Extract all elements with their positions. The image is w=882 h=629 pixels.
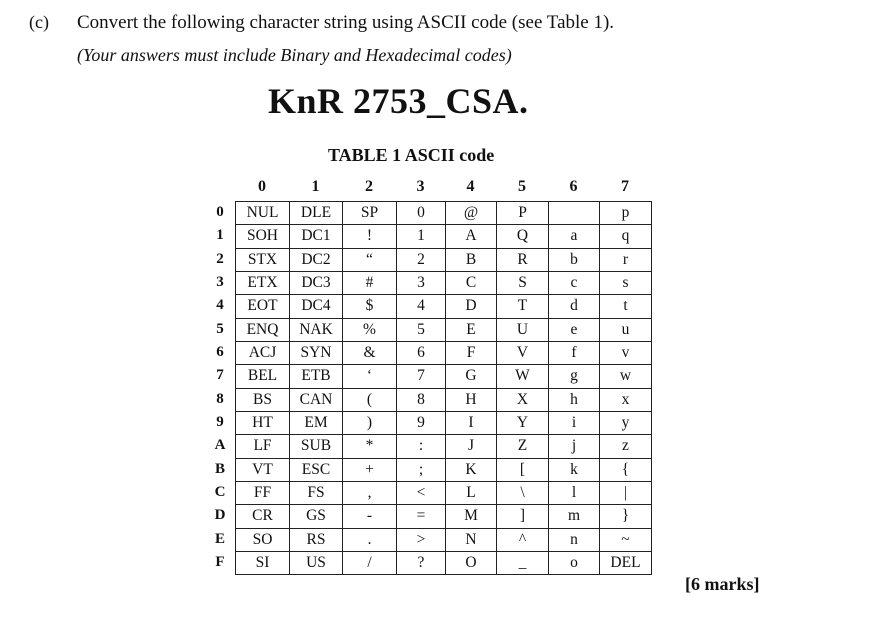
table-cell: VT xyxy=(236,458,290,481)
row-header: 5 xyxy=(216,320,224,337)
table-cell: DEL xyxy=(600,551,652,574)
table-row xyxy=(236,225,652,248)
table-cell: K xyxy=(446,458,497,481)
table-cell: l xyxy=(549,481,600,504)
table-cell: FF xyxy=(236,481,290,504)
ascii-table xyxy=(235,201,652,575)
marks-label: [6 marks] xyxy=(685,574,760,594)
table-cell: T xyxy=(497,295,549,318)
table-row xyxy=(236,528,652,551)
table-cell: @ xyxy=(446,202,497,225)
column-header: 6 xyxy=(569,178,578,195)
table-cell: SUB xyxy=(290,435,343,458)
table-cell: BS xyxy=(236,388,290,411)
column-header: 5 xyxy=(518,178,526,195)
table-cell: - xyxy=(343,505,397,528)
table-row xyxy=(236,365,652,388)
table-row xyxy=(236,318,652,341)
table-cell: O xyxy=(446,551,497,574)
table-cell: SOH xyxy=(236,225,290,248)
table-cell: n xyxy=(549,528,600,551)
table-cell: ETX xyxy=(236,271,290,294)
row-header: B xyxy=(214,460,225,477)
table-row xyxy=(236,458,652,481)
table-cell: Y xyxy=(497,411,549,434)
table-cell: Z xyxy=(497,435,549,458)
table-cell: A xyxy=(446,225,497,248)
table-cell: STX xyxy=(236,248,290,271)
table-cell: D xyxy=(446,295,497,318)
table-cell: US xyxy=(290,551,343,574)
table-cell: L xyxy=(446,481,497,504)
column-headers xyxy=(235,178,651,200)
table-row xyxy=(236,295,652,318)
table-cell: SYN xyxy=(290,341,343,364)
table-cell: CR xyxy=(236,505,290,528)
table-cell: M xyxy=(446,505,497,528)
table-cell: ^ xyxy=(497,528,549,551)
table-cell: DC4 xyxy=(290,295,343,318)
table-row xyxy=(236,435,652,458)
table-cell: DC3 xyxy=(290,271,343,294)
table-cell: / xyxy=(343,551,397,574)
table-cell: ( xyxy=(343,388,397,411)
table-cell: $ xyxy=(343,295,397,318)
column-header: 7 xyxy=(621,178,629,195)
row-header: 4 xyxy=(216,297,224,314)
table-cell: LF xyxy=(236,435,290,458)
question-label: (c) xyxy=(29,12,49,32)
table-cell: < xyxy=(397,481,446,504)
table-cell: BEL xyxy=(236,365,290,388)
table-cell: * xyxy=(343,435,397,458)
table-cell: y xyxy=(600,411,652,434)
table-cell: = xyxy=(397,505,446,528)
row-header: F xyxy=(215,553,225,570)
table-cell: d xyxy=(549,295,600,318)
table-cell: C xyxy=(446,271,497,294)
question-text: Convert the following character string using ASCII code (see Table 1). xyxy=(77,12,615,33)
table-row xyxy=(236,505,652,528)
table-cell: 1 xyxy=(397,225,446,248)
table-cell: e xyxy=(549,318,600,341)
table-cell xyxy=(549,202,600,225)
table-cell: NUL xyxy=(236,202,290,225)
table-cell: 9 xyxy=(397,411,446,434)
table-cell: j xyxy=(549,435,600,458)
table-row xyxy=(236,551,652,574)
table-cell: 0 xyxy=(397,202,446,225)
row-header: 8 xyxy=(216,390,224,407)
table-cell: S xyxy=(497,271,549,294)
table-cell: p xyxy=(600,202,652,225)
table-cell: ENQ xyxy=(236,318,290,341)
row-headers xyxy=(205,201,235,574)
table-cell: \ xyxy=(497,481,549,504)
table-cell: DLE xyxy=(290,202,343,225)
table-cell: b xyxy=(549,248,600,271)
table-cell: u xyxy=(600,318,652,341)
table-cell: q xyxy=(600,225,652,248)
table-cell: z xyxy=(600,435,652,458)
table-cell: SI xyxy=(236,551,290,574)
table-cell: _ xyxy=(497,551,549,574)
table-cell: NAK xyxy=(290,318,343,341)
table-cell: i xyxy=(549,411,600,434)
row-header: A xyxy=(214,437,226,454)
table-cell: ? xyxy=(397,551,446,574)
table-cell: k xyxy=(549,458,600,481)
column-header: 0 xyxy=(258,178,266,195)
question-note: (Your answers must include Binary and Hexadecimal codes) xyxy=(77,45,512,65)
table-row xyxy=(236,481,652,504)
column-header: 2 xyxy=(365,178,373,195)
table-cell: [ xyxy=(497,458,549,481)
table-cell: { xyxy=(600,458,652,481)
table-row xyxy=(236,388,652,411)
table-cell: DC1 xyxy=(290,225,343,248)
table-cell: > xyxy=(397,528,446,551)
table-cell: , xyxy=(343,481,397,504)
row-header: D xyxy=(214,507,226,524)
table-cell: HT xyxy=(236,411,290,434)
table-cell: # xyxy=(343,271,397,294)
table-cell: a xyxy=(549,225,600,248)
table-cell: ] xyxy=(497,505,549,528)
table-cell: 4 xyxy=(397,295,446,318)
table-row xyxy=(236,341,652,364)
table-cell: t xyxy=(600,295,652,318)
table-cell: U xyxy=(497,318,549,341)
table-cell: X xyxy=(497,388,549,411)
table-cell: J xyxy=(446,435,497,458)
table-title: TABLE 1 ASCII code xyxy=(328,145,495,165)
table-cell: ‘ xyxy=(343,365,397,388)
row-header: 1 xyxy=(216,227,224,244)
row-header: 7 xyxy=(216,367,224,384)
table-cell: “ xyxy=(343,248,397,271)
table-cell: . xyxy=(343,528,397,551)
table-cell: r xyxy=(600,248,652,271)
table-cell: V xyxy=(497,341,549,364)
table-cell: 2 xyxy=(397,248,446,271)
table-cell: B xyxy=(446,248,497,271)
table-cell: 6 xyxy=(397,341,446,364)
table-cell: E xyxy=(446,318,497,341)
column-header: 3 xyxy=(416,178,425,195)
table-cell: | xyxy=(600,481,652,504)
table-cell: H xyxy=(446,388,497,411)
table-cell: SO xyxy=(236,528,290,551)
table-cell: EM xyxy=(290,411,343,434)
table-cell: P xyxy=(497,202,549,225)
table-cell: ETB xyxy=(290,365,343,388)
table-cell: 7 xyxy=(397,365,446,388)
table-cell: CAN xyxy=(290,388,343,411)
character-string: KnR 2753_CSA. xyxy=(268,81,529,121)
row-header: 3 xyxy=(216,273,224,290)
table-cell: 8 xyxy=(397,388,446,411)
table-cell: % xyxy=(343,318,397,341)
table-cell: v xyxy=(600,341,652,364)
table-cell: s xyxy=(600,271,652,294)
table-cell: DC2 xyxy=(290,248,343,271)
table-cell: Q xyxy=(497,225,549,248)
row-header: C xyxy=(214,483,226,500)
row-header: 0 xyxy=(216,204,224,220)
table-cell: : xyxy=(397,435,446,458)
row-header: 6 xyxy=(216,343,224,360)
table-cell: & xyxy=(343,341,397,364)
row-header: E xyxy=(214,530,225,547)
table-cell: g xyxy=(549,365,600,388)
table-cell: SP xyxy=(343,202,397,225)
table-cell: GS xyxy=(290,505,343,528)
column-header: 1 xyxy=(311,178,320,195)
table-cell: ; xyxy=(397,458,446,481)
table-cell: ! xyxy=(343,225,397,248)
table-cell: h xyxy=(549,388,600,411)
table-cell: ESC xyxy=(290,458,343,481)
table-cell: F xyxy=(446,341,497,364)
table-cell: 3 xyxy=(397,271,446,294)
table-cell: + xyxy=(343,458,397,481)
table-cell: c xyxy=(549,271,600,294)
table-cell: W xyxy=(497,365,549,388)
table-cell: 5 xyxy=(397,318,446,341)
table-row xyxy=(236,271,652,294)
table-cell: } xyxy=(600,505,652,528)
table-cell: o xyxy=(549,551,600,574)
table-cell: R xyxy=(497,248,549,271)
table-cell: FS xyxy=(290,481,343,504)
table-cell: f xyxy=(549,341,600,364)
table-cell: N xyxy=(446,528,497,551)
table-cell: w xyxy=(600,365,652,388)
row-header: 9 xyxy=(216,413,224,430)
table-cell: ACJ xyxy=(236,341,290,364)
table-cell: m xyxy=(549,505,600,528)
row-header: 2 xyxy=(216,250,224,267)
table-cell: ) xyxy=(343,411,397,434)
table-cell: I xyxy=(446,411,497,434)
table-cell: G xyxy=(446,365,497,388)
table-row xyxy=(236,248,652,271)
column-header: 4 xyxy=(466,178,475,195)
table-row xyxy=(236,411,652,434)
table-cell: x xyxy=(600,388,652,411)
table-cell: ~ xyxy=(600,528,652,551)
table-cell: RS xyxy=(290,528,343,551)
table-cell: EOT xyxy=(236,295,290,318)
table-row xyxy=(236,202,652,225)
